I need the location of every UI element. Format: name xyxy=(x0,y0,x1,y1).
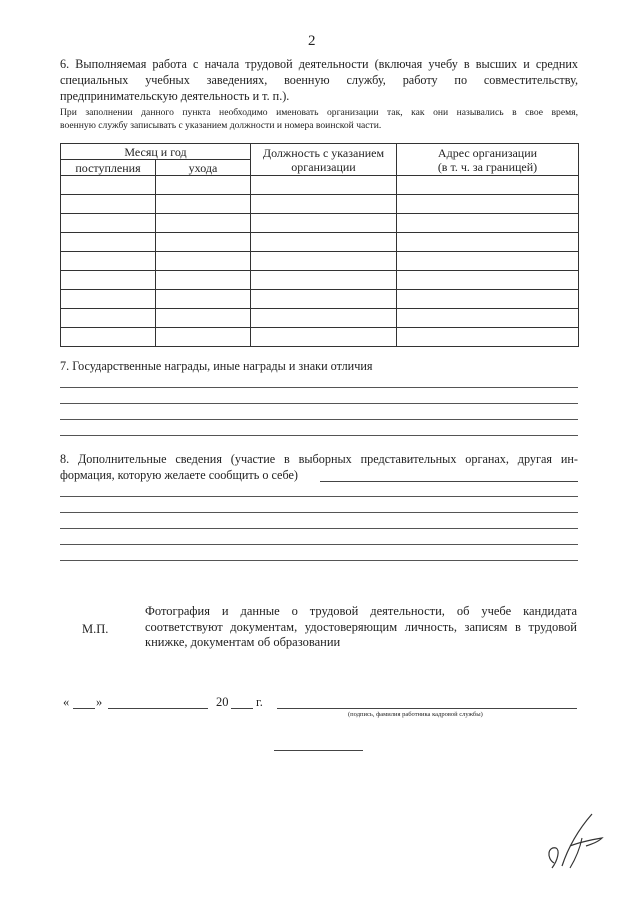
column-header-position-line2: организации xyxy=(291,159,356,174)
date-close-quote: » xyxy=(96,695,103,709)
stamp-label: М.П. xyxy=(82,622,109,636)
column-header-address-line2: (в т. ч. за границей) xyxy=(437,159,538,174)
table-address-cell[interactable] xyxy=(397,290,579,309)
hr-signature-field[interactable] xyxy=(277,708,577,709)
table-start-cell[interactable] xyxy=(61,271,156,290)
table-address-cell[interactable] xyxy=(397,176,579,195)
section8-fill-line[interactable] xyxy=(60,512,578,513)
table-row xyxy=(61,252,579,271)
table-row xyxy=(61,214,579,233)
date-year-field[interactable] xyxy=(231,708,253,709)
table-row xyxy=(61,176,579,195)
table-end-cell[interactable] xyxy=(156,252,251,271)
table-row xyxy=(61,290,579,309)
section6-heading-line2: специальных учебных заведениях, военную службу, работу по совместительству, xyxy=(60,73,578,87)
table-start-cell[interactable] xyxy=(61,195,156,214)
column-header-position-line1: Должность с указанием xyxy=(262,145,385,160)
work-history-table xyxy=(60,143,579,347)
date-year-prefix: 20 xyxy=(216,695,229,709)
section8-heading-line2: формация, которую желаете сообщить о себе) xyxy=(60,468,298,482)
section7-fill-line[interactable] xyxy=(60,419,578,420)
table-end-cell[interactable] xyxy=(156,309,251,328)
table-end-cell[interactable] xyxy=(156,290,251,309)
section8-fill-line[interactable] xyxy=(60,544,578,545)
table-address-cell[interactable] xyxy=(397,195,579,214)
work-table-body xyxy=(61,176,579,347)
column-header-end: ухода xyxy=(156,160,251,176)
section8-heading-line1: 8. Дополнительные сведения (участие в выборных представительных органах, другая ин- xyxy=(60,452,578,466)
table-position-cell[interactable] xyxy=(251,309,397,328)
signature-caption: (подпись, фамилия работника кадровой службы) xyxy=(348,711,483,718)
table-address-cell[interactable] xyxy=(397,233,579,252)
handwritten-signature-mark xyxy=(540,808,610,878)
column-header-address xyxy=(397,144,579,176)
section6-note-line2: военную службу записывать с указанием должности и номера воинской части. xyxy=(60,120,382,131)
column-header-start: поступления xyxy=(61,160,156,176)
section8-fill-line[interactable] xyxy=(60,528,578,529)
table-start-cell[interactable] xyxy=(61,252,156,271)
section6-heading-line3: предпринимательскую деятельность и т. п.). xyxy=(60,89,290,103)
table-address-cell[interactable] xyxy=(397,271,579,290)
page-number: 2 xyxy=(308,33,316,49)
table-end-cell[interactable] xyxy=(156,271,251,290)
table-row xyxy=(61,328,579,347)
table-start-cell[interactable] xyxy=(61,290,156,309)
date-month-field[interactable] xyxy=(108,708,208,709)
table-start-cell[interactable] xyxy=(61,328,156,347)
bottom-signature-line[interactable] xyxy=(274,750,363,751)
table-position-cell[interactable] xyxy=(251,252,397,271)
column-header-position xyxy=(251,144,397,176)
table-position-cell[interactable] xyxy=(251,290,397,309)
table-position-cell[interactable] xyxy=(251,233,397,252)
section7-heading: 7. Государственные награды, иные награды и знаки отличия xyxy=(60,359,373,373)
section8-fill-line[interactable] xyxy=(60,560,578,561)
table-start-cell[interactable] xyxy=(61,214,156,233)
table-address-cell[interactable] xyxy=(397,214,579,233)
table-end-cell[interactable] xyxy=(156,176,251,195)
section7-fill-line[interactable] xyxy=(60,387,578,388)
table-position-cell[interactable] xyxy=(251,214,397,233)
table-position-cell[interactable] xyxy=(251,176,397,195)
section7-fill-line[interactable] xyxy=(60,403,578,404)
table-position-cell[interactable] xyxy=(251,328,397,347)
certification-text: Фотография и данные о трудовой деятельности, об учебе кандидата соответствуют документам, удостоверяющим личность, записям в трудовой книжке, документам об образовании xyxy=(145,604,577,649)
table-address-cell[interactable] xyxy=(397,252,579,271)
column-header-month-year: Месяц и год xyxy=(61,144,251,160)
table-start-cell[interactable] xyxy=(61,233,156,252)
date-year-suffix: г. xyxy=(256,695,263,709)
section7-fill-line[interactable] xyxy=(60,435,578,436)
table-row xyxy=(61,233,579,252)
table-position-cell[interactable] xyxy=(251,195,397,214)
table-address-cell[interactable] xyxy=(397,309,579,328)
table-row xyxy=(61,271,579,290)
table-start-cell[interactable] xyxy=(61,176,156,195)
table-address-cell[interactable] xyxy=(397,328,579,347)
section6-note-line1: При заполнении данного пункта необходимо именовать организации так, как они назывались в свое время, xyxy=(60,107,578,118)
table-start-cell[interactable] xyxy=(61,309,156,328)
column-header-address-line1: Адрес организации xyxy=(437,145,538,160)
table-row xyxy=(61,195,579,214)
date-open-quote: « xyxy=(63,695,70,709)
table-position-cell[interactable] xyxy=(251,271,397,290)
date-day-field[interactable] xyxy=(73,708,95,709)
table-end-cell[interactable] xyxy=(156,233,251,252)
table-end-cell[interactable] xyxy=(156,195,251,214)
table-end-cell[interactable] xyxy=(156,328,251,347)
section8-fill-line[interactable] xyxy=(60,496,578,497)
section8-fill-line[interactable] xyxy=(320,481,578,482)
section6-heading-line1: 6. Выполняемая работа с начала трудовой деятельности (включая учебу в высших и средних xyxy=(60,57,578,71)
table-end-cell[interactable] xyxy=(156,214,251,233)
table-row xyxy=(61,309,579,328)
